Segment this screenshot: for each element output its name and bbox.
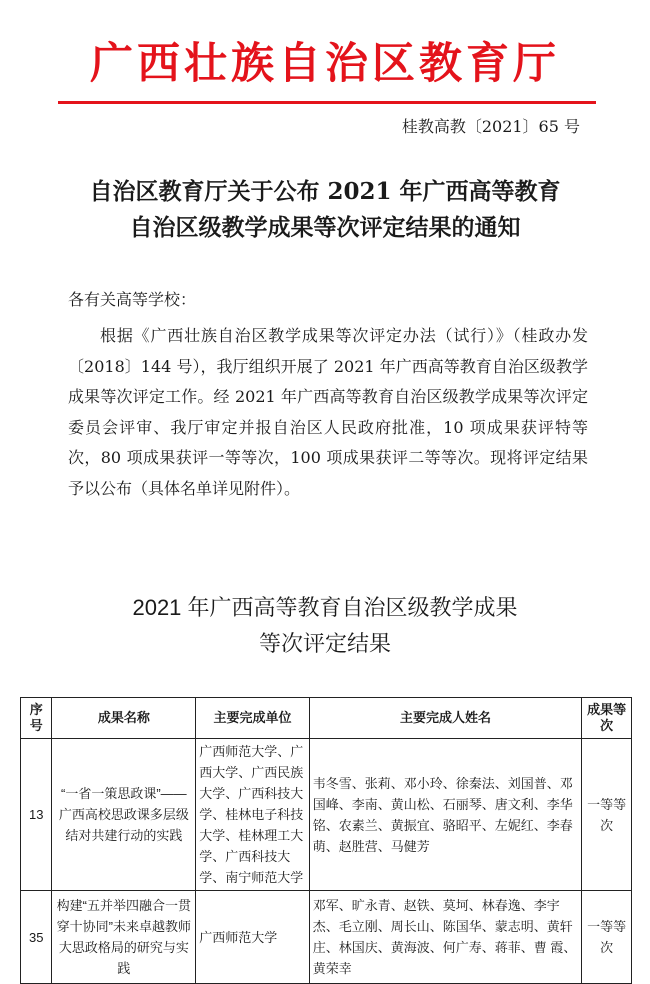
cell-people: 邓军、旷永青、赵铁、莫坷、林春逸、李宇杰、毛立刚、周长山、陈国华、蒙志明、黄轩庄、林国庆、黄海波、何广寿、蒋菲、曹 霞、黄荣幸 xyxy=(309,891,582,984)
document-number: 桂教高教〔2021〕65 号 xyxy=(401,117,580,136)
table-header-row xyxy=(21,698,632,739)
column-header-name: 成果名称 xyxy=(52,698,196,739)
notice-title-line-1: 自治区教育厅关于公布 2021 年广西高等教育 xyxy=(89,178,561,205)
column-header-no: 序号 xyxy=(21,698,52,739)
results-title-line-1: 2021 年广西高等教育自治区级教学成果 xyxy=(132,595,518,620)
salutation: 各有关高等学校： xyxy=(68,290,197,309)
results-title-line-2: 等次评定结果 xyxy=(258,631,391,656)
results-table xyxy=(20,697,632,984)
notice-title xyxy=(0,174,650,246)
cell-people: 韦冬雪、张莉、邓小玲、徐秦法、刘国普、邓国峰、李南、黄山松、石丽琴、唐文利、李华铭、农素兰、黄振宜、骆昭平、左妮红、李春萌、赵胜营、马健芳 xyxy=(309,739,582,891)
notice-body-paragraph: 根据《广西壮族自治区教学成果等次评定办法（试行）》（桂政办发〔2018〕144 号），我厅组织开展了 2021 年广西高等教育自治区级教学成果等次评定工作。经 2021 年广西高等教育自治区级教学成果等次评定委员会评审、我厅审定并报自治区人民政府批准，10 项成果获评特等次，80 项成果获评一等等次，100 项成果获评二等等次。现将评定结果予以公布（具体名单详见附件）。 xyxy=(68,326,588,498)
cell-no: 35 xyxy=(21,891,52,984)
column-header-unit: 主要完成单位 xyxy=(196,698,309,739)
results-title xyxy=(0,590,650,662)
cell-unit: 广西师范大学 xyxy=(196,891,309,984)
cell-no: 13 xyxy=(21,739,52,891)
table-row xyxy=(21,891,632,984)
cell-grade: 一等等次 xyxy=(582,891,632,984)
cell-name: “一省一策思政课”——广西高校思政课多层级结对共建行动的实践 xyxy=(52,739,196,891)
cell-unit: 广西师范大学、广西大学、广西民族大学、广西科技大学、桂林电子科技大学、桂林理工大学、广西科技大学、南宁师范大学 xyxy=(196,739,309,891)
cell-grade: 一等等次 xyxy=(582,739,632,891)
issuing-agency-title: 广西壮族自治区教育厅 xyxy=(90,39,560,89)
column-header-grade: 成果等次 xyxy=(582,698,632,739)
table-row xyxy=(21,739,632,891)
header-red-rule xyxy=(58,101,596,104)
cell-name: 构建“五并举四融合一贯穿十协同”未来卓越教师大思政格局的研究与实践 xyxy=(52,891,196,984)
notice-title-line-2: 自治区级教学成果等次评定结果的通知 xyxy=(129,214,521,241)
column-header-people: 主要完成人姓名 xyxy=(309,698,582,739)
